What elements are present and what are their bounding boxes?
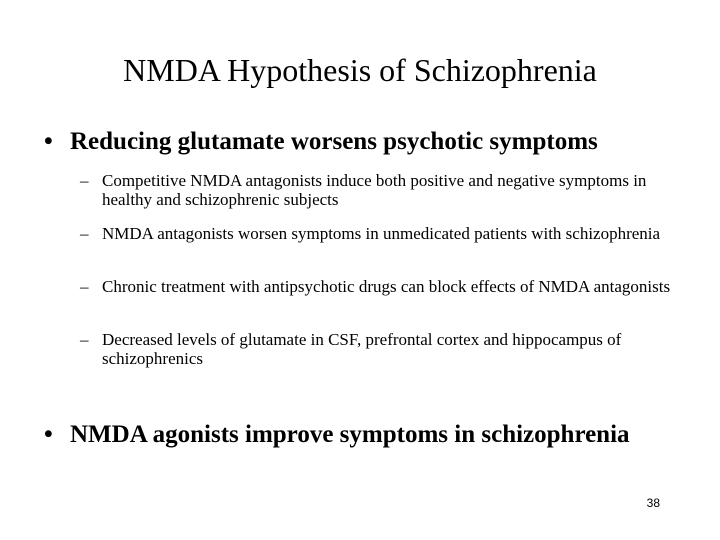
bullet-text: NMDA agonists improve symptoms in schizophrenia <box>70 421 630 448</box>
sub-bullet-text: NMDA antagonists worsen symptoms in unmedicated patients with schizophrenia <box>102 224 661 243</box>
sub-bullet-item <box>80 277 690 296</box>
sub-bullet-item <box>80 330 690 368</box>
sub-bullet-text: Decreased levels of glutamate in CSF, prefrontal cortex and hippocampus of schizophrenics <box>102 330 622 368</box>
dash-marker: – <box>80 171 89 190</box>
sub-bullet-item <box>80 171 690 209</box>
bullet-item <box>44 421 694 448</box>
bullet-marker: • <box>44 128 53 155</box>
bullet-item <box>44 128 694 155</box>
dash-marker: – <box>80 330 89 349</box>
page-number: 38 <box>646 496 660 510</box>
sub-bullet-item <box>80 224 690 243</box>
bullet-marker: • <box>44 421 53 448</box>
bullet-text: Reducing glutamate worsens psychotic symptoms <box>70 128 598 155</box>
slide-title: NMDA Hypothesis of Schizophrenia <box>123 52 597 88</box>
dash-marker: – <box>80 277 89 296</box>
sub-bullet-text: Chronic treatment with antipsychotic drugs can block effects of NMDA antagonists <box>102 277 671 296</box>
sub-bullet-text: Competitive NMDA antagonists induce both positive and negative symptoms in healthy and schizophrenic subjects <box>102 171 647 209</box>
dash-marker: – <box>80 224 89 243</box>
